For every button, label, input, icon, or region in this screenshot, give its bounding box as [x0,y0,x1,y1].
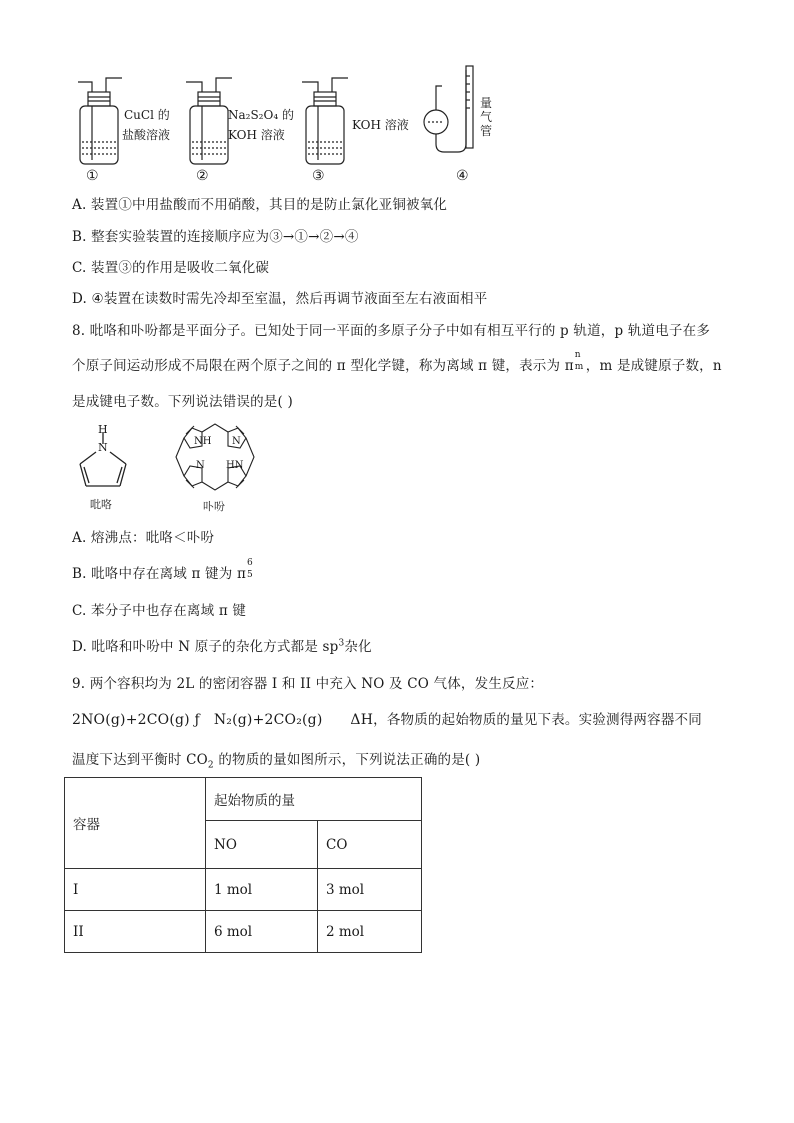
q8-option-b [72,558,256,582]
q9-equation: 2NO(g)+2CO(g) ƒ N₂(g)+2CO₂(g) ΔH [72,712,374,728]
q9-stem-line-3-sub: 2 [207,760,214,771]
table-cell-no: 1 mol [206,869,318,911]
q8-option-b-sup: 6 [247,558,253,568]
porphine-label: 卟吩 [203,500,225,513]
apparatus-number-3: ③ [312,168,325,184]
table-header-co: CO [318,821,422,869]
q8-option-d-tail: 杂化 [344,639,372,655]
q8-option-b-text: B. 吡咯中存在离域 π 键为 π [72,566,247,582]
apparatus-number-2: ② [196,168,209,184]
table-cell-container: I [65,869,206,911]
table-header-no: NO [206,821,318,869]
q8-stem-line-2-text: 个原子间运动形成不局限在两个原子之间的 π 型化学键，称为离域 π 键，表示为 π [72,358,574,374]
apparatus-number-1: ① [86,168,99,184]
table-cell-container: II [65,911,206,953]
q8-stem-line-2 [72,350,722,374]
table-row [65,911,422,953]
apparatus-label-1a: CuCl 的 [124,108,170,122]
q8-pi-sup: n [574,350,581,360]
apparatus-label-1b: 盐酸溶液 [122,128,171,142]
q9-table [64,777,422,953]
q9-stem-line-2 [72,708,702,728]
q8-option-d [72,635,372,655]
apparatus-label-2a: Na₂S₂O₄ 的 [228,108,294,122]
table-cell-co: 3 mol [318,869,422,911]
porphine-structure [170,414,260,498]
pyrrole-atom-n: N [98,441,108,454]
q9-stem-line-2-tail: ，各物质的起始物质的量见下表。实验测得两容器不同 [373,712,702,728]
q9-stem-line-3-tail: 的物质的量如图所示，下列说法正确的是( ) [213,752,481,768]
q7-option-b: B. 整套实验装置的连接顺序应为③→①→②→④ [72,229,359,245]
porphine-atom-hn: HN [226,460,244,471]
q7-option-a: A. 装置①中用盐酸而不用硝酸，其目的是防止氯化亚铜被氧化 [72,197,448,213]
q9-stem-line-3-text: 温度下达到平衡时 CO [72,752,208,768]
porphine-atom-nh: NH [194,436,212,447]
pyrrole-atom-h: H [98,423,108,436]
table-row [65,869,422,911]
table-cell-no: 6 mol [206,911,318,953]
q9-stem-line-1: 9. 两个容积均为 2L 的密闭容器 I 和 II 中充入 NO 及 CO 气体，发生反应： [72,676,544,692]
table-header-start: 起始物质的量 [206,778,422,821]
q8-option-b-sub: 5 [247,570,253,580]
q8-option-c: C. 苯分子中也存在离域 π 键 [72,603,247,619]
apparatus-label-4: 量气管 [480,96,493,138]
q8-stem-line-2-tail: ，m 是成键原子数，n [585,358,722,374]
q7-option-c: C. 装置③的作用是吸收二氧化碳 [72,260,270,276]
q8-stem-line-1: 8. 吡咯和卟吩都是平面分子。已知处于同一平面的多原子分子中如有相互平行的 p 轨道，p 轨道电子在多 [72,323,711,339]
table-cell-co: 2 mol [318,911,422,953]
porphine-atom-n-bottom: N [196,460,205,471]
porphine-atom-n-top: N [232,436,241,447]
apparatus-label-2b: KOH 溶液 [228,128,285,142]
q8-option-d-text: D. 吡咯和卟吩中 N 原子的杂化方式都是 sp [72,639,339,655]
q9-stem-line-3 [72,748,480,771]
apparatus-number-4: ④ [456,168,469,184]
pyrrole-label: 吡咯 [90,498,112,511]
q7-option-d: D. ④装置在读数时需先冷却至室温，然后再调节液面至左右液面相平 [72,291,488,307]
table-header-container: 容器 [65,778,206,869]
q8-pi-sub: m [574,362,584,372]
q8-option-a: A. 熔沸点：吡咯＜卟吩 [72,530,215,546]
q8-option-d-sup: 3 [338,638,345,649]
apparatus-label-3: KOH 溶液 [352,118,409,132]
q8-stem-line-3: 是成键电子数。下列说法错误的是( ) [72,394,293,410]
